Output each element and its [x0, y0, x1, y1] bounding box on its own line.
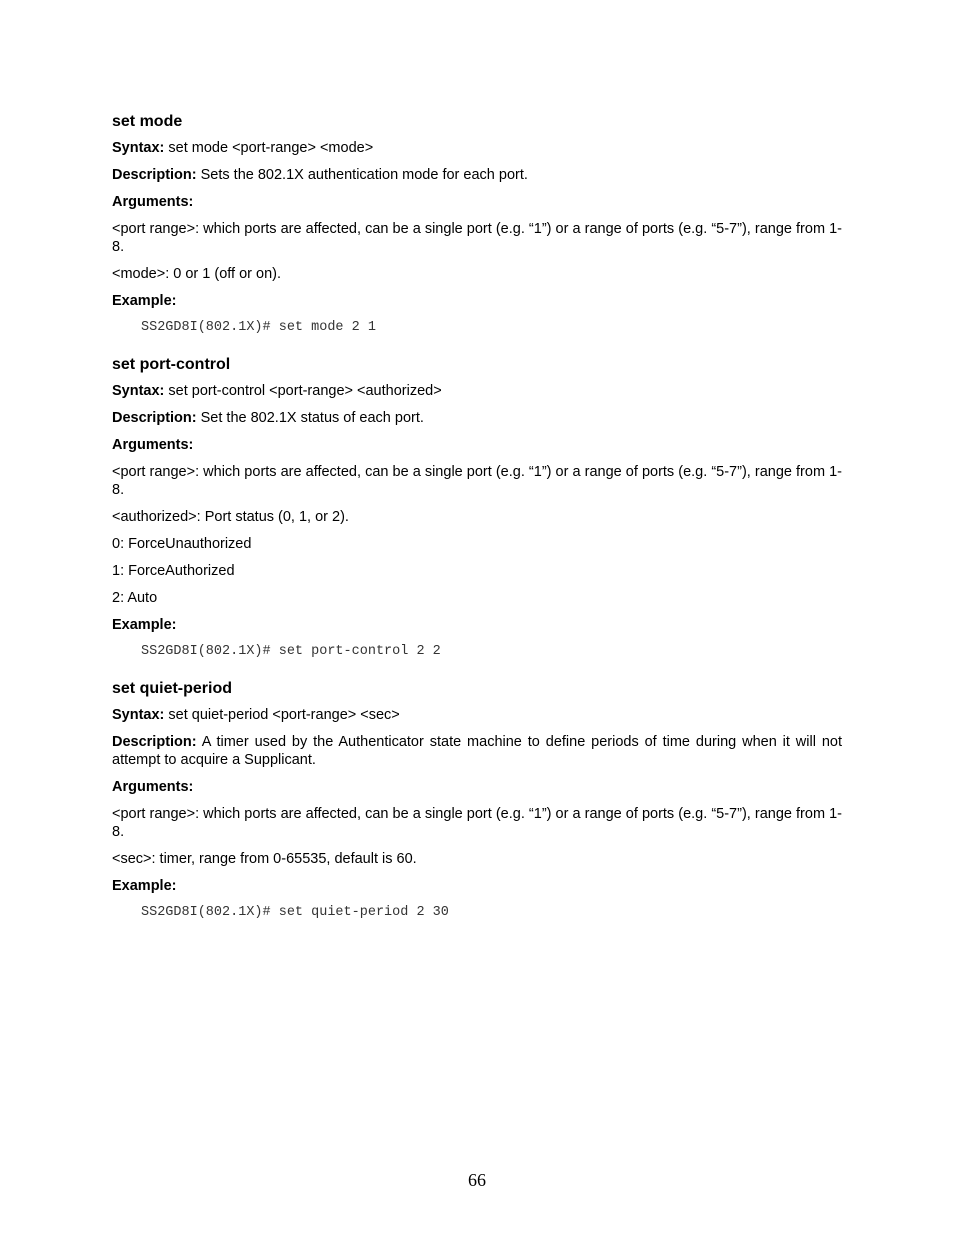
syntax-text: set quiet-period <port-range> <sec>: [164, 707, 400, 723]
description-label: Description:: [112, 410, 197, 426]
section-heading: set mode: [112, 113, 183, 130]
section-set-quiet-period: [112, 679, 842, 922]
arguments-label: Arguments:: [112, 194, 194, 210]
syntax-label: Syntax:: [112, 140, 165, 156]
syntax-line: [112, 382, 842, 400]
description-text: Sets the 802.1X authentication mode for each port.: [196, 167, 528, 183]
argument-item: <port range>: which ports are affected, can be a single port (e.g. “1”) or a range of ports (e.g. “5-7”), range from 1-8.: [112, 806, 842, 840]
example-label: Example:: [112, 617, 177, 633]
description-line: [112, 733, 842, 769]
argument-item: 2: Auto: [112, 590, 158, 606]
example-code: SS2GD8I(802.1X)# set quiet-period 2 30: [141, 905, 449, 920]
argument-item: <authorized>: Port status (0, 1, or 2).: [112, 509, 349, 525]
section-set-mode: [112, 112, 842, 355]
argument-item: <port range>: which ports are affected, can be a single port (e.g. “1”) or a range of ports (e.g. “5-7”), range from 1-8.: [112, 464, 842, 498]
example-label: Example:: [112, 878, 177, 894]
arguments-label: Arguments:: [112, 779, 194, 795]
example-label: Example:: [112, 293, 177, 309]
description-text: Set the 802.1X status of each port.: [196, 410, 424, 426]
argument-item: 1: ForceAuthorized: [112, 563, 235, 579]
argument-item: 0: ForceUnauthorized: [112, 536, 252, 552]
section-heading: set quiet-period: [112, 680, 233, 697]
example-code: SS2GD8I(802.1X)# set port-control 2 2: [141, 644, 441, 659]
section-set-port-control: [112, 355, 842, 679]
syntax-label: Syntax:: [112, 383, 165, 399]
syntax-line: [112, 139, 842, 157]
document-body: [112, 112, 842, 922]
description-label: Description:: [112, 734, 197, 750]
argument-item: <port range>: which ports are affected, can be a single port (e.g. “1”) or a range of ports (e.g. “5-7”), range from 1-8.: [112, 221, 842, 255]
example-code: SS2GD8I(802.1X)# set mode 2 1: [141, 320, 376, 335]
page-number: 66: [468, 1170, 486, 1190]
description-line: [112, 409, 842, 427]
arguments-label: Arguments:: [112, 437, 194, 453]
argument-item: <mode>: 0 or 1 (off or on).: [112, 266, 281, 282]
syntax-label: Syntax:: [112, 707, 165, 723]
syntax-text: set port-control <port-range> <authorized>: [164, 383, 442, 399]
argument-item: <sec>: timer, range from 0-65535, default is 60.: [112, 851, 417, 867]
section-heading: set port-control: [112, 356, 231, 373]
description-label: Description:: [112, 167, 197, 183]
description-text: A timer used by the Authenticator state machine to define periods of time during when it will not attempt to acquire a Supplicant.: [112, 734, 842, 768]
description-line: [112, 166, 842, 184]
syntax-text: set mode <port-range> <mode>: [164, 140, 374, 156]
syntax-line: [112, 706, 842, 724]
